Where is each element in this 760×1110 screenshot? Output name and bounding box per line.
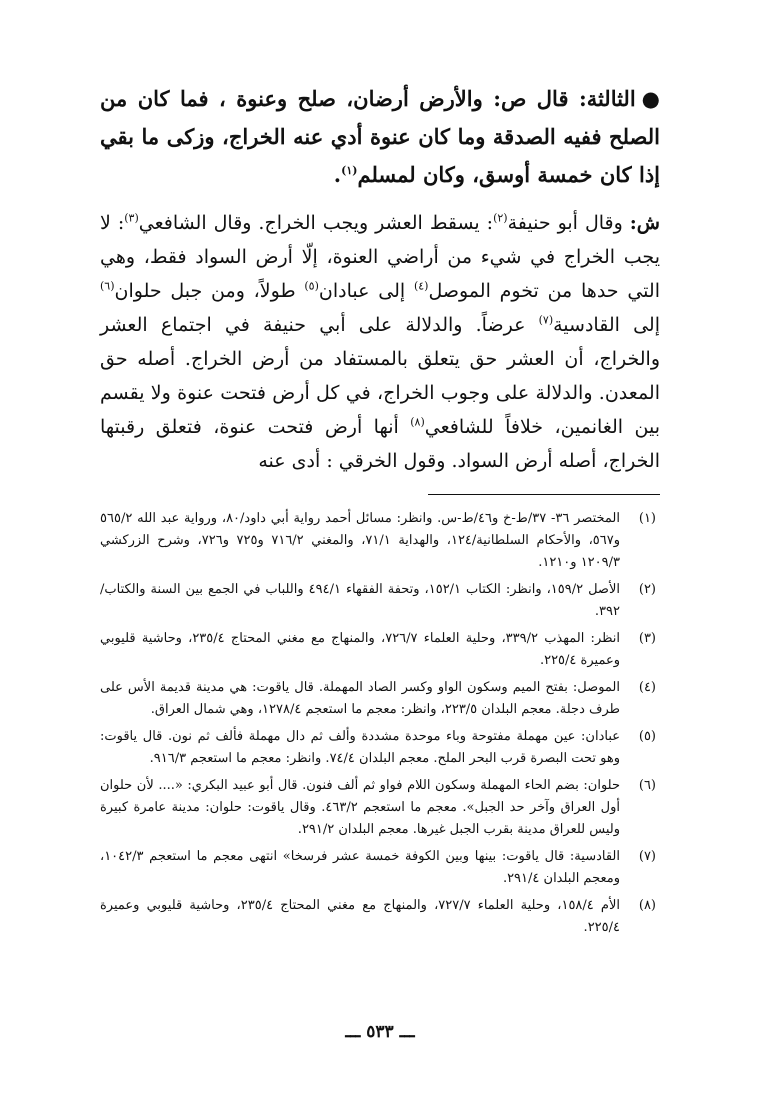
footnote <box>100 579 660 623</box>
commentary-seg-8: أنها أرض فتحت عنوة، فتعلق رقبتها الخراج، أصله أرض السواد. وقول الخرقي : أدى عنه <box>100 416 660 472</box>
footnote-text: حلوان: بضم الحاء المهملة وسكون اللام فواو ثم ألف فنون. قال أبو عبيد البكري: «.... لأن حلوان أول العراق وآخر حد الجبل». معجم ما استعجم ٤٦٣/٢. وقال ياقوت: حلوان: مدينة عامرة كبيرة وليس للعراق مدينة بقرب الجبل غيرها. معجم البلدان ٢٩١/٢. <box>100 778 620 837</box>
footnotes <box>100 508 660 944</box>
footnote <box>100 677 660 721</box>
page-number: ـــ ٥٣٣ ـــ <box>345 1022 415 1042</box>
footnote-number: (٥) <box>638 729 656 744</box>
footnote-ref-4: (٤) <box>413 279 429 293</box>
footnote-ref-7: (٧) <box>538 313 554 327</box>
footnote-ref-2: (٢) <box>493 211 508 225</box>
commentary-seg-5: طولاً، ومن جبل حلوان <box>114 280 305 302</box>
footnote-number: (٤) <box>638 680 656 695</box>
footnote-text: الأم ١٥٨/٤، وحلية العلماء ٧٢٧/٧، والمنهاج مع مغني المحتاج ٢٣٥/٤، وحاشية قليوبي وعميرة ٢٢٥/٤. <box>100 898 620 935</box>
footnote-number: (٦) <box>638 778 656 793</box>
commentary-lead: ش: <box>629 212 660 234</box>
commentary-seg-1: وقال أبو حنيفة <box>507 212 630 234</box>
footnote-text: عبادان: عين مهملة مفتوحة وباء موحدة مشددة وألف ثم دال مهملة فألف ثم نون. قال ياقوت: وهو تحت البصرة قرب البحر الملح. معجم البلدان ٧٤/٤. وانظر: معجم ما استعجم ٩١٦/٣. <box>100 729 620 766</box>
footnote-text: القادسية: قال ياقوت: بينها وبين الكوفة خمسة عشر فرسخا» انتهى معجم ما استعجم ١٠٤٢/٣، ومعجم البلدان ٢٩١/٤. <box>100 849 620 886</box>
footnote <box>100 846 660 890</box>
bullet-icon: ● <box>641 86 660 111</box>
rule-end: . <box>333 162 342 187</box>
commentary-seg-2: : يسقط العشر ويجب الخراج. وقال الشافعي <box>138 212 494 234</box>
footnote-ref-8: (٨) <box>410 415 425 429</box>
footnote-ref-1: (١) <box>341 164 358 177</box>
footnote-ref-6: (٦) <box>100 279 115 293</box>
footnote-ref-3: (٣) <box>124 211 139 225</box>
commentary-seg-3: : لا يجب الخراج في شيء من أراضي العنوة، إلّا أرض السواد فقط، وهي التي حدها من تخوم الموصل <box>100 212 660 302</box>
footnote <box>100 775 660 841</box>
footnote-number: (٨) <box>638 898 656 913</box>
footnote-text: انظر: المهذب ٣٣٩/٢، وحلية العلماء ٧٢٦/٧، والمنهاج مع مغني المحتاج ٢٣٥/٤، وحاشية قليوبي وعميرة ٢٢٥/٤. <box>100 631 621 668</box>
commentary-seg-4: إلى عبادان <box>318 280 414 302</box>
footnote-number: (٢) <box>638 582 656 597</box>
footnote-text: المختصر ٣٦- ٣٧/ط-خ و٤٦/ط-س. وانظر: مسائل أحمد رواية أبي داود/٨٠، ورواية عبد الله ٥٦٥/٢ و٥٦٧، والأحكام السلطانية/١٢٤، والهداية ٧١/١، والمغني ٧١٦/٢ و٧٢٥ و٧٢٦، وشرح الزركشي ١٢٠٩/٣ و١٢١٠. <box>100 511 621 570</box>
commentary-seg-6: إلى القادسية <box>553 314 660 336</box>
footnote-number: (٣) <box>638 631 656 646</box>
paragraph-rule-text <box>100 80 660 194</box>
footnote <box>100 895 660 939</box>
footnote-text: الموصل: بفتح الميم وسكون الواو وكسر الصاد المهملة. قال ياقوت: هي مدينة قديمة الأس على طرف دجلة. معجم البلدان ٢٢٣/٥، وانظر: معجم ما استعجم ١٢٧٨/٤، وهي شمال العراق. <box>100 680 620 717</box>
footnote-ref-5: (٥) <box>304 279 319 293</box>
footnote <box>100 628 660 672</box>
footnote-number: (١) <box>638 511 656 526</box>
paragraph-commentary <box>100 206 660 478</box>
footnote <box>100 508 660 574</box>
rule-text: الثالثة: قال ص: والأرض أرضان، صلح وعنوة ، فما كان من الصلح ففيه الصدقة وما كان عنوة أدي عنه الخراج، وزكى ما بقي إذا كان خمسة أوسق، وكان لمسلم <box>100 86 660 187</box>
footnote-divider <box>428 494 660 495</box>
footnote-number: (٧) <box>638 849 656 864</box>
footnote <box>100 726 660 770</box>
main-text <box>100 80 660 478</box>
footnote-text: الأصل ١٥٩/٢، وانظر: الكتاب ١٥٢/١، وتحفة الفقهاء ٤٩٤/١ واللباب في الجمع بين السنة والكتاب/٣٩٢. <box>100 582 620 619</box>
commentary-seg-7: عرضاً. والدلالة على أبي حنيفة في اجتماع العشر والخراج، أن العشر حق يتعلق بالمستفاد من أرض الخراج. أصله حق المعدن. والدلالة على وجوب الخراج، في كل أرض فتحت عنوة ولا يقسم بين الغانمين، خلافاً للشافعي <box>100 314 660 438</box>
